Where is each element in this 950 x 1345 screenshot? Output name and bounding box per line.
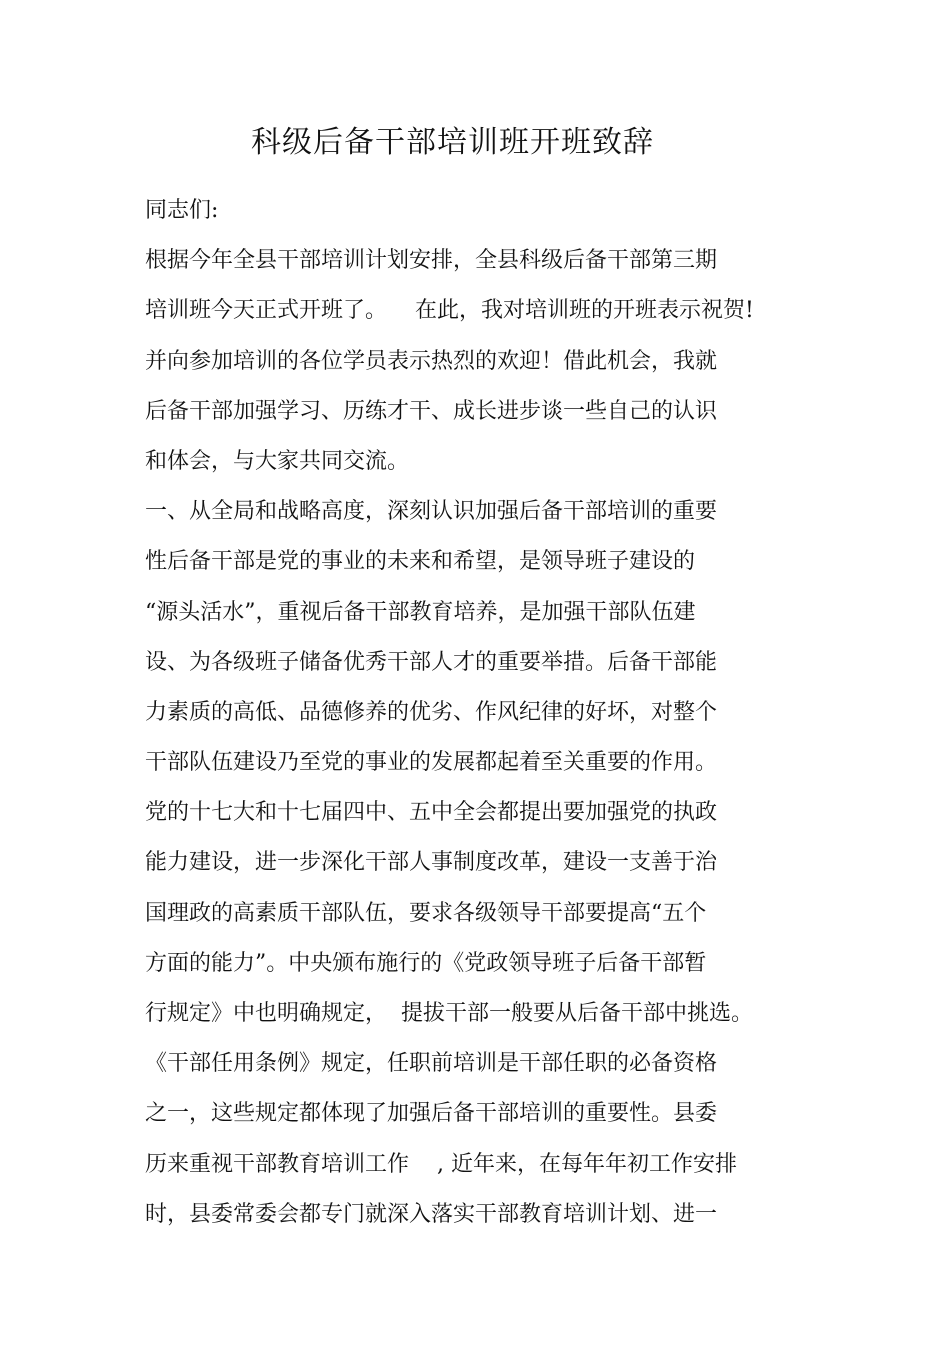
body-line: 一、从全局和战略高度，深刻认识加强后备干部培训的重要 [145, 499, 718, 525]
body-line: 之一，这些规定都体现了加强后备干部培训的重要性。县委 [145, 1101, 718, 1127]
body-line: 培训班今天正式开班了。 在此，我对培训班的开班表示祝贺! [145, 298, 754, 324]
body-line: 《干部任用条例》规定，任职前培训是干部任职的必备资格 [145, 1051, 718, 1077]
body-line: 党的十七大和十七届四中、五中全会都提出要加强党的执政 [145, 800, 718, 826]
body-line: 历来重视干部教育培训工作 , 近年来，在每年年初工作安排 [145, 1151, 737, 1177]
body-line: 设、为各级班子储备优秀干部人才的重要举措。后备干部能 [145, 649, 718, 675]
body-line: 能力建设，进一步深化干部人事制度改革，建设一支善于治 [145, 850, 718, 876]
body-line: 方面的能力”。中央颁布施行的《党政领导班子后备干部暂 [145, 950, 707, 976]
body-line: 根据今年全县干部培训计划安排，全县科级后备干部第三期 [145, 248, 718, 274]
document-body [145, 186, 785, 1240]
body-line: 力素质的高低、品德修养的优劣、作风纪律的好坏，对整个 [145, 699, 718, 725]
body-line: “源头活水”，重视后备干部教育培养，是加强干部队伍建 [145, 599, 696, 625]
body-line: 和体会，与大家共同交流。 [145, 448, 410, 474]
body-line: 时，县委常委会都专门就深入落实干部教育培训计划、进一 [145, 1201, 718, 1227]
body-line: 行规定》中也明确规定， 提拔干部一般要从后备干部中挑选。 [145, 1001, 753, 1026]
document-title: 科级后备干部培训班开班致辞 [251, 125, 654, 160]
body-line: 并向参加培训的各位学员表示热烈的欢迎！借此机会，我就 [145, 348, 718, 374]
body-line: 干部队伍建设乃至党的事业的发展都起着至关重要的作用。 [145, 750, 718, 776]
body-line: 性后备干部是党的事业的未来和希望，是领导班子建设的 [145, 549, 696, 575]
body-line: 同志们: [145, 198, 219, 223]
body-line: 后备干部加强学习、历练才干、成长进步谈一些自己的认识 [145, 398, 718, 424]
body-line: 国理政的高素质干部队伍，要求各级领导干部要提高“五个 [145, 900, 707, 926]
